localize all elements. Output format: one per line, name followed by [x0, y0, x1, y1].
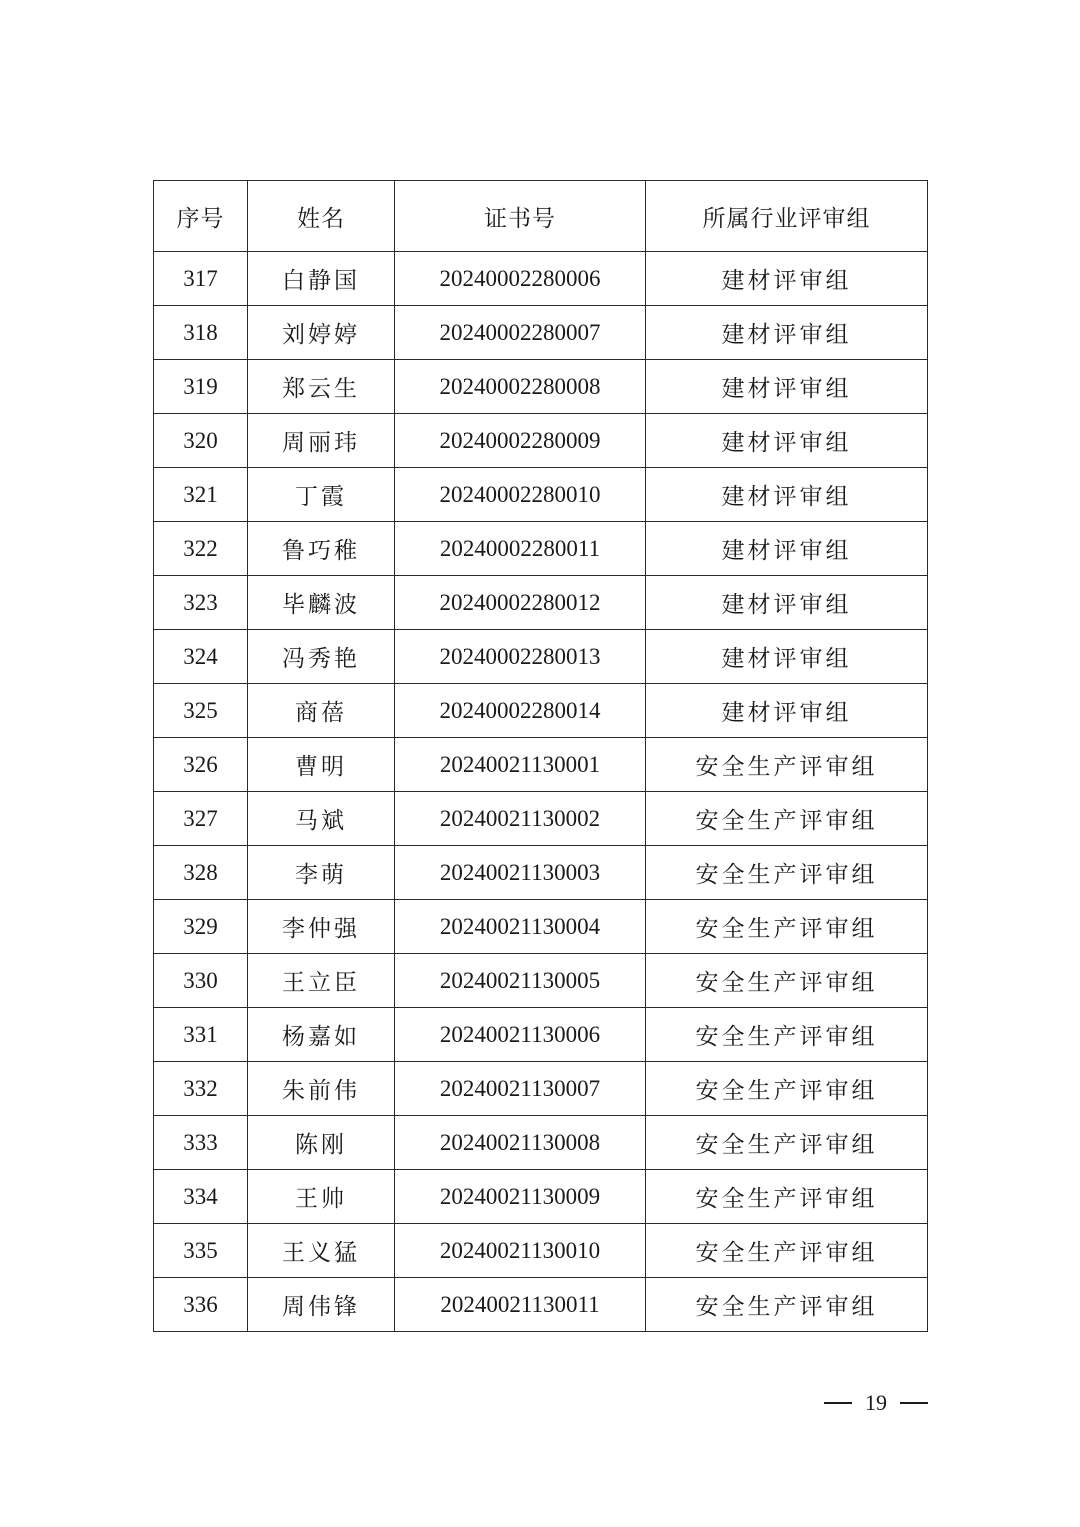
page-number-value: 19: [865, 1390, 887, 1415]
cell-cert: 20240002280013: [395, 630, 646, 684]
cell-cert: 20240002280014: [395, 684, 646, 738]
cell-seq: 327: [154, 792, 248, 846]
cell-group: 安全生产评审组: [646, 792, 928, 846]
cell-seq: 318: [154, 306, 248, 360]
cell-name: 鲁巧稚: [248, 522, 395, 576]
cell-name: 李萌: [248, 846, 395, 900]
table-row: [154, 846, 928, 900]
cell-seq: 321: [154, 468, 248, 522]
page-number-dash-right: [900, 1402, 928, 1404]
cell-cert: 20240021130002: [395, 792, 646, 846]
table-row: [154, 576, 928, 630]
cell-seq: 332: [154, 1062, 248, 1116]
cell-name: 曹明: [248, 738, 395, 792]
cell-group: 安全生产评审组: [646, 1224, 928, 1278]
cell-group: 安全生产评审组: [646, 954, 928, 1008]
cell-group: 建材评审组: [646, 522, 928, 576]
cell-seq: 325: [154, 684, 248, 738]
table-row: [154, 1224, 928, 1278]
cell-name: 丁霞: [248, 468, 395, 522]
table-row: [154, 1170, 928, 1224]
cell-group: 安全生产评审组: [646, 1116, 928, 1170]
cell-seq: 326: [154, 738, 248, 792]
cell-cert: 20240002280006: [395, 252, 646, 306]
cell-seq: 330: [154, 954, 248, 1008]
page-number: [824, 1388, 928, 1418]
cell-group: 安全生产评审组: [646, 1170, 928, 1224]
cell-name: 王立臣: [248, 954, 395, 1008]
cell-group: 安全生产评审组: [646, 900, 928, 954]
cell-seq: 335: [154, 1224, 248, 1278]
cell-cert: 20240021130005: [395, 954, 646, 1008]
roster-table: [153, 180, 928, 1332]
cell-seq: 329: [154, 900, 248, 954]
cell-group: 建材评审组: [646, 684, 928, 738]
cell-cert: 20240021130004: [395, 900, 646, 954]
cell-name: 李仲强: [248, 900, 395, 954]
table-row: [154, 522, 928, 576]
cell-cert: 20240002280011: [395, 522, 646, 576]
cell-group: 安全生产评审组: [646, 738, 928, 792]
cell-group: 建材评审组: [646, 306, 928, 360]
table-header-row: [154, 181, 928, 252]
cell-cert: 20240002280008: [395, 360, 646, 414]
cell-seq: 324: [154, 630, 248, 684]
cell-name: 朱前伟: [248, 1062, 395, 1116]
cell-name: 郑云生: [248, 360, 395, 414]
cell-name: 王帅: [248, 1170, 395, 1224]
cell-group: 建材评审组: [646, 576, 928, 630]
cell-group: 建材评审组: [646, 468, 928, 522]
cell-name: 刘婷婷: [248, 306, 395, 360]
cell-group: 安全生产评审组: [646, 1278, 928, 1332]
cell-name: 周丽玮: [248, 414, 395, 468]
table-row: [154, 900, 928, 954]
cell-seq: 319: [154, 360, 248, 414]
header-seq: 序号: [154, 181, 248, 252]
cell-cert: 20240021130011: [395, 1278, 646, 1332]
cell-seq: 323: [154, 576, 248, 630]
table-row: [154, 360, 928, 414]
cell-name: 冯秀艳: [248, 630, 395, 684]
page-number-dash-left: [824, 1402, 852, 1404]
cell-cert: 20240002280012: [395, 576, 646, 630]
table-row: [154, 1116, 928, 1170]
cell-name: 毕麟波: [248, 576, 395, 630]
cell-name: 陈刚: [248, 1116, 395, 1170]
cell-cert: 20240021130007: [395, 1062, 646, 1116]
table-row: [154, 954, 928, 1008]
cell-seq: 336: [154, 1278, 248, 1332]
table-row: [154, 468, 928, 522]
cell-group: 安全生产评审组: [646, 1062, 928, 1116]
cell-seq: 322: [154, 522, 248, 576]
cell-seq: 333: [154, 1116, 248, 1170]
table-row: [154, 684, 928, 738]
cell-group: 建材评审组: [646, 630, 928, 684]
cell-name: 白静国: [248, 252, 395, 306]
cell-cert: 20240021130010: [395, 1224, 646, 1278]
cell-cert: 20240002280007: [395, 306, 646, 360]
cell-group: 建材评审组: [646, 252, 928, 306]
cell-seq: 320: [154, 414, 248, 468]
cell-seq: 328: [154, 846, 248, 900]
table-row: [154, 1062, 928, 1116]
cell-seq: 334: [154, 1170, 248, 1224]
cell-cert: 20240021130006: [395, 1008, 646, 1062]
header-group: 所属行业评审组: [646, 181, 928, 252]
cell-group: 安全生产评审组: [646, 846, 928, 900]
cell-group: 安全生产评审组: [646, 1008, 928, 1062]
table-row: [154, 1008, 928, 1062]
cell-cert: 20240021130003: [395, 846, 646, 900]
header-cert: 证书号: [395, 181, 646, 252]
cell-name: 王义猛: [248, 1224, 395, 1278]
table-row: [154, 630, 928, 684]
cell-name: 商蓓: [248, 684, 395, 738]
table-body: [154, 252, 928, 1332]
table-row: [154, 738, 928, 792]
cell-cert: 20240021130001: [395, 738, 646, 792]
cell-group: 建材评审组: [646, 360, 928, 414]
cell-name: 马斌: [248, 792, 395, 846]
cell-seq: 317: [154, 252, 248, 306]
cell-cert: 20240021130009: [395, 1170, 646, 1224]
header-name: 姓名: [248, 181, 395, 252]
cell-name: 周伟锋: [248, 1278, 395, 1332]
cell-cert: 20240021130008: [395, 1116, 646, 1170]
table-row: [154, 306, 928, 360]
cell-cert: 20240002280009: [395, 414, 646, 468]
cell-name: 杨嘉如: [248, 1008, 395, 1062]
table-row: [154, 414, 928, 468]
cell-group: 建材评审组: [646, 414, 928, 468]
table-row: [154, 792, 928, 846]
cell-seq: 331: [154, 1008, 248, 1062]
cell-cert: 20240002280010: [395, 468, 646, 522]
table-row: [154, 252, 928, 306]
table-row: [154, 1278, 928, 1332]
